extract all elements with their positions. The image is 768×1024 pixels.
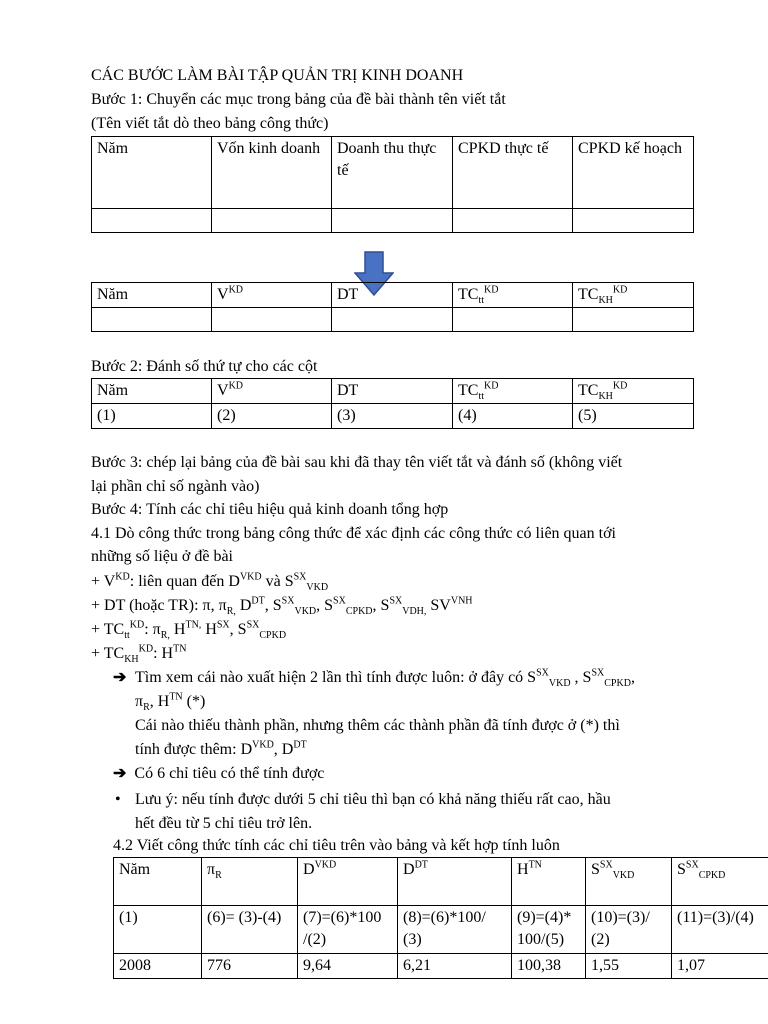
right-arrow-icon: ➔: [113, 765, 127, 782]
header-cell: $TC_{KH}^{KD}$: [573, 283, 694, 308]
table-cell: (2): [212, 404, 332, 429]
header-cell: Vốn kinh doanh: [212, 137, 332, 209]
section-4-1-line1: 4.1 Dò công thức trong bảng công thức để xác định các công thức có liên quan tới: [91, 525, 616, 542]
table-cell: 9,64: [298, 954, 398, 979]
arrow-bullet-2: ➔ Có 6 chỉ tiêu có thể tính được: [113, 765, 325, 782]
table-formulas: [113, 857, 768, 979]
header-cell: $V^{KD}$: [212, 283, 332, 308]
page-title: CÁC BƯỚC LÀM BÀI TẬP QUẢN TRỊ KINH DOANH: [91, 67, 464, 84]
header-cell: $D^{DT}$: [398, 858, 512, 906]
step1-heading: Bước 1: Chuyển các mục trong bảng của đề bài thành tên viết tắt: [91, 91, 506, 108]
table-cell: (5): [573, 404, 694, 429]
table-row: [92, 404, 694, 429]
table-cell: (6)= (3)-(4): [202, 906, 298, 954]
right-arrow-icon: ➔: [113, 669, 127, 686]
section-4-1-line2: những số liệu ở đề bài: [91, 548, 233, 565]
table-numbered: [91, 378, 694, 429]
table-cell: 2008: [114, 954, 202, 979]
table-row: [114, 858, 768, 906]
header-cell: $\pi_R$: [202, 858, 298, 906]
table-cell: (1): [92, 404, 212, 429]
table-abbreviations: [91, 282, 694, 332]
table-row: [92, 283, 694, 308]
table-cell: (8)=(6)*100/ (3): [398, 906, 512, 954]
table-row: [92, 137, 694, 209]
table-cell: (10)=(3)/ (2): [586, 906, 672, 954]
table-original-headers: [91, 136, 694, 233]
header-cell: $D^{VKD}$: [298, 858, 398, 906]
header-cell: $TC_{tt}^{KD}$: [453, 283, 573, 308]
table-cell: 1,07: [672, 954, 768, 979]
header-cell: $TC_{tt}^{KD}$: [453, 379, 573, 404]
header-cell: $V^{KD}$: [212, 379, 332, 404]
bullet-vkd: + $V^{KD}$: liên quan đến $D^{VKD}$ và $S^{SX}_{VKD}$: [91, 571, 329, 594]
table-row: [92, 308, 694, 332]
table-cell: (11)=(3)/(4): [672, 906, 768, 954]
note-bullet-line2: hết đều từ 5 chỉ tiêu trở lên.: [135, 815, 313, 832]
arrow-bullet-1-line2: $\pi_R$, $H^{TN}$ (*): [135, 691, 206, 714]
step3-line2: lại phần chỉ số ngành vào): [91, 478, 260, 495]
header-cell: CPKD thực tế: [453, 137, 573, 209]
table-row: [92, 379, 694, 404]
section-4-2: 4.2 Viết công thức tính các chỉ tiêu trên vào bảng và kết hợp tính luôn: [113, 837, 560, 854]
step1-note: (Tên viết tắt dò theo bảng công thức): [91, 115, 329, 132]
step4-heading: Bước 4: Tính các chỉ tiêu hiệu quả kinh doanh tổng hợp: [91, 501, 449, 518]
table-row: [114, 906, 768, 954]
bullet-dt: + DT (hoặc TR): π, $\pi_{R,}$ $D^{DT}$, $S^{SX}_{VKD}$, $S^{SX}_{CPKD}$, $S^{SX}_{VDH,}$ $SV^{VNH}$: [91, 595, 473, 618]
header-cell: DT: [332, 379, 453, 404]
arrow-bullet-1-line3: Cái nào thiếu thành phần, nhưng thêm các thành phần đã tính được ở (*) thì: [135, 717, 620, 734]
bullet-tckh: + $TC_{KH}^{KD}$: $H^{TN}$: [91, 643, 187, 666]
header-cell: $TC_{KH}^{KD}$: [573, 379, 694, 404]
table-cell: (3): [332, 404, 453, 429]
table-cell: 100,38: [512, 954, 586, 979]
table-row: [114, 954, 768, 979]
table-cell: (4): [453, 404, 573, 429]
header-cell: CPKD kế hoạch: [573, 137, 694, 209]
table-row: [92, 209, 694, 233]
header-cell: Năm: [92, 283, 212, 308]
header-cell: $H^{TN}$: [512, 858, 586, 906]
header-cell: DT: [332, 283, 453, 308]
table-cell: 6,21: [398, 954, 512, 979]
step2-heading: Bước 2: Đánh số thứ tự cho các cột: [91, 358, 318, 375]
table-cell: 1,55: [586, 954, 672, 979]
header-cell: Năm: [92, 379, 212, 404]
bullet-tctt: + $TC_{tt}^{KD}$: $\pi_{R,}$ $H^{TN,}$ $H^{SX}$, $S^{SX}_{CPKD}$: [91, 619, 287, 642]
header-cell: $S^{SX}_{VKD}$: [586, 858, 672, 906]
bullet-dot-icon: •: [115, 791, 121, 808]
header-cell: Doanh thu thực tế: [332, 137, 453, 209]
step3-line1: Bước 3: chép lại bảng của đề bài sau khi đã thay tên viết tắt và đánh số (không viết: [91, 454, 623, 471]
header-cell: Năm: [92, 137, 212, 209]
header-cell: Năm: [114, 858, 202, 906]
header-cell: $S^{SX}_{CPKD}$: [672, 858, 768, 906]
table-cell: (9)=(4)* 100/(5): [512, 906, 586, 954]
table-cell: (1): [114, 906, 202, 954]
table-cell: 776: [202, 954, 298, 979]
table-cell: (7)=(6)*100 /(2): [298, 906, 398, 954]
arrow-bullet-1-line4: tính được thêm: $D^{VKD}$, $D^{DT}$: [135, 739, 307, 758]
